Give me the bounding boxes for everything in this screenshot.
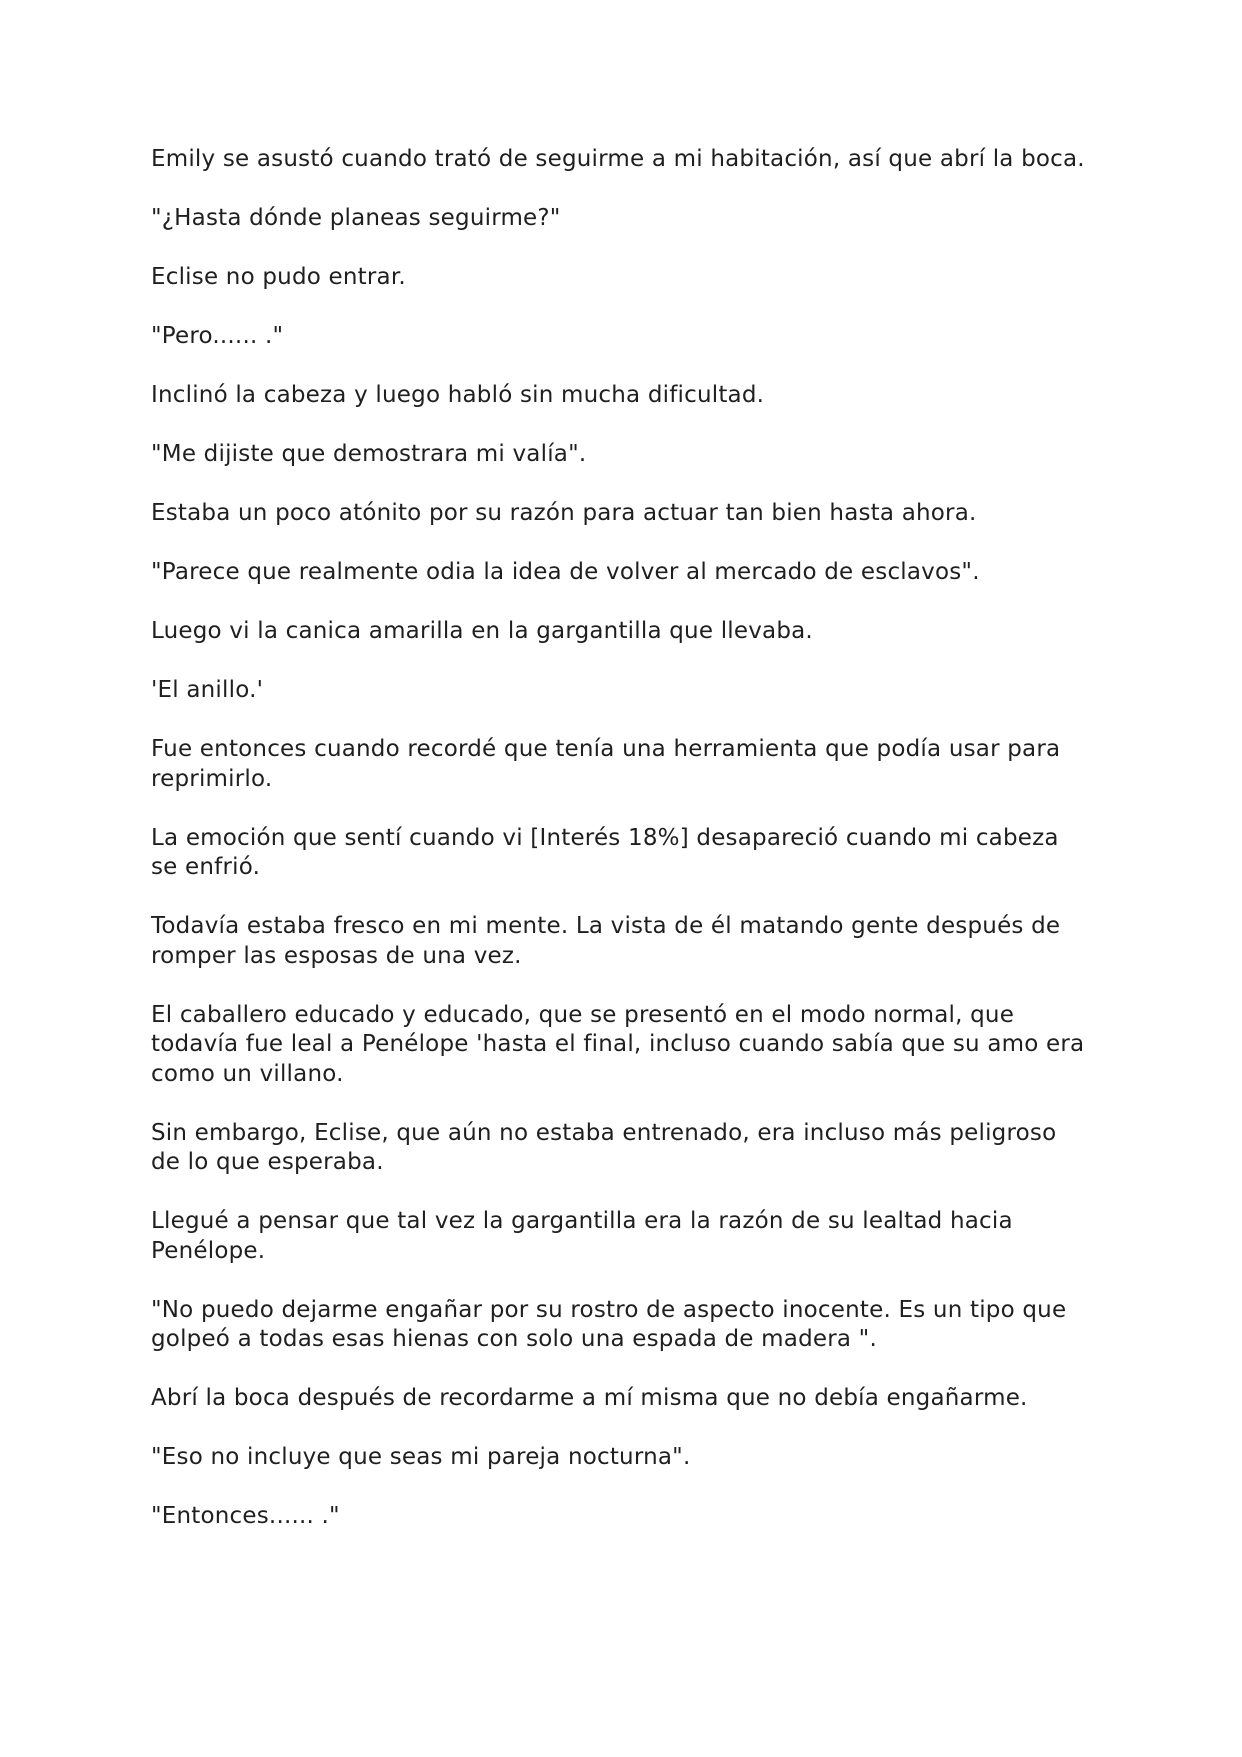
paragraph: Todavía estaba fresco en mi mente. La vista de él matando gente después de romper las esposas de una vez.: [151, 913, 1061, 969]
paragraph: "Me dijiste que demostrara mi valía".: [151, 441, 587, 467]
paragraph: El caballero educado y educado, que se presentó en el modo normal, que todavía fue leal a Penélope 'hasta el final, incluso cuando sabía que su amo era como un villano.: [151, 1001, 1085, 1087]
paragraph: "Parece que realmente odia la idea de volver al mercado de esclavos".: [151, 559, 980, 585]
document-body: [151, 145, 1091, 1532]
paragraph: "No puedo dejarme engañar por su rostro de aspecto inocente. Es un tipo que golpeó a todas esas hienas con solo una espada de madera ".: [151, 1296, 1067, 1352]
paragraph: 'El anillo.': [151, 677, 264, 703]
paragraph: Abrí la boca después de recordarme a mí misma que no debía engañarme.: [151, 1385, 1028, 1411]
paragraph: Eclise no pudo entrar.: [151, 264, 406, 290]
paragraph: Llegué a pensar que tal vez la gargantilla era la razón de su lealtad hacia Penélope.: [151, 1208, 1013, 1264]
paragraph: Estaba un poco atónito por su razón para actuar tan bien hasta ahora.: [151, 500, 977, 526]
paragraph: La emoción que sentí cuando vi [Interés 18%] desapareció cuando mi cabeza se enfrió.: [151, 824, 1059, 880]
paragraph: "Pero...... .": [151, 323, 284, 349]
paragraph: Emily se asustó cuando trató de seguirme a mi habitación, así que abrí la boca.: [151, 146, 1085, 172]
paragraph: Luego vi la canica amarilla en la gargantilla que llevaba.: [151, 618, 813, 644]
paragraph: "¿Hasta dónde planeas seguirme?": [151, 205, 561, 231]
paragraph: Sin embargo, Eclise, que aún no estaba entrenado, era incluso más peligroso de lo que esperaba.: [151, 1119, 1057, 1175]
paragraph: Fue entonces cuando recordé que tenía una herramienta que podía usar para reprimirlo.: [151, 736, 1061, 792]
paragraph: Inclinó la cabeza y luego habló sin mucha dificultad.: [151, 382, 765, 408]
paragraph: "Eso no incluye que seas mi pareja nocturna".: [151, 1444, 691, 1470]
paragraph: "Entonces...... .": [151, 1503, 340, 1529]
